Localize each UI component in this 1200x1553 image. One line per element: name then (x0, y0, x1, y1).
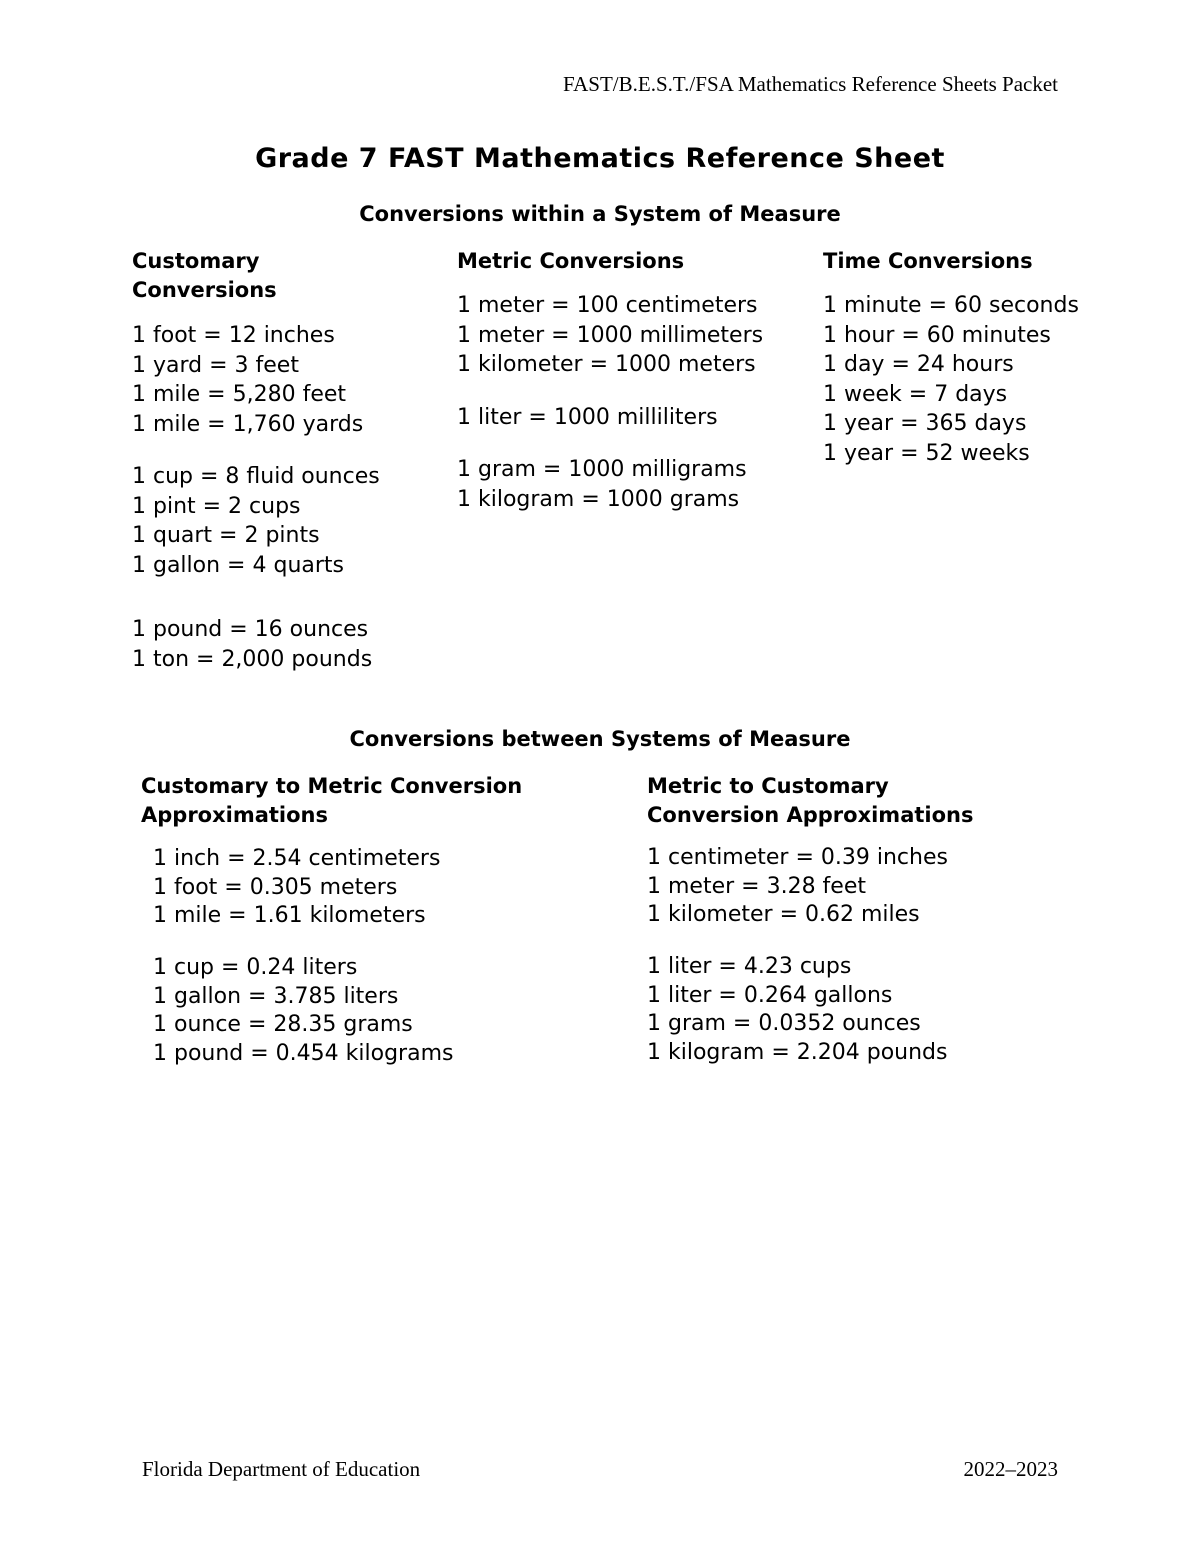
conversion-line: 1 mile = 1,760 yards (132, 411, 364, 437)
customary-heading-line2: Conversions (132, 278, 277, 302)
customary-weight-group (132, 615, 372, 674)
conversion-line: 1 pound = 16 ounces (132, 617, 369, 642)
time-conversions-column (823, 247, 1033, 276)
conversion-line: 1 liter = 4.23 cups (647, 954, 852, 979)
time-heading: Time Conversions (823, 249, 1033, 273)
customary-length-group (132, 321, 363, 439)
footer-organization: Florida Department of Education (142, 1457, 421, 1481)
m2c-heading-line2: Conversion Approximations (647, 803, 974, 827)
conversion-line: 1 kilometer = 1000 meters (457, 352, 756, 377)
conversion-line: 1 week = 7 days (823, 381, 1008, 407)
metric-volume-group (457, 403, 718, 433)
conversion-line: 1 ton = 2,000 pounds (132, 646, 373, 672)
conversion-line: 1 cup = 8 fluid ounces (132, 464, 380, 489)
customary-to-metric-column (141, 772, 522, 830)
conversion-line: 1 meter = 3.28 feet (647, 873, 867, 899)
conversion-line: 1 meter = 1000 millimeters (457, 322, 764, 348)
conversion-line: 1 gram = 1000 milligrams (457, 457, 747, 482)
conversion-line: 1 gram = 0.0352 ounces (647, 1011, 921, 1036)
conversion-line: 1 ounce = 28.35 grams (153, 1012, 413, 1037)
metric-to-customary-column (647, 772, 973, 830)
c2m-heading-line1: Customary to Metric Conversion (141, 774, 523, 798)
conversion-line: 1 yard = 3 feet (132, 352, 299, 378)
customary-conversions-column (132, 247, 277, 305)
conversion-line: 1 year = 365 days (823, 411, 1027, 436)
conversion-line: 1 cup = 0.24 liters (153, 955, 358, 980)
conversion-line: 1 kilogram = 1000 grams (457, 486, 740, 512)
packet-header: FAST/B.E.S.T./FSA Mathematics Reference Sheets Packet (563, 72, 1058, 96)
conversion-line: 1 foot = 12 inches (132, 323, 335, 348)
customary-volume-group (132, 462, 380, 580)
conversion-line: 1 hour = 60 minutes (823, 322, 1051, 348)
conversion-line: 1 kilogram = 2.204 pounds (647, 1039, 948, 1065)
conversion-line: 1 pound = 0.454 kilograms (153, 1040, 454, 1066)
conversion-line: 1 liter = 0.264 gallons (647, 982, 893, 1008)
conversion-line: 1 minute = 60 seconds (823, 293, 1079, 318)
conversion-line: 1 mile = 1.61 kilometers (153, 903, 426, 928)
metric-heading: Metric Conversions (457, 249, 685, 273)
metric-length-group (457, 291, 763, 380)
conversion-line: 1 quart = 2 pints (132, 523, 320, 548)
customary-heading-line1: Customary (132, 249, 260, 273)
conversion-line: 1 centimeter = 0.39 inches (647, 845, 948, 870)
page-title: Grade 7 FAST Mathematics Reference Sheet (255, 143, 945, 174)
conversion-line: 1 gallon = 4 quarts (132, 552, 344, 578)
conversion-line: 1 inch = 2.54 centimeters (153, 846, 441, 871)
conversion-line: 1 foot = 0.305 meters (153, 874, 398, 900)
time-group (823, 291, 1079, 468)
m2c-length-group (647, 844, 948, 930)
within-system-heading: Conversions within a System of Measure (359, 202, 841, 226)
c2m-volume-weight-group (153, 954, 453, 1068)
metric-mass-group (457, 455, 747, 514)
footer-year: 2022–2023 (963, 1457, 1058, 1481)
conversion-line: 1 year = 52 weeks (823, 440, 1030, 466)
metric-conversions-column (457, 247, 684, 276)
conversion-line: 1 gallon = 3.785 liters (153, 983, 399, 1009)
conversion-line: 1 liter = 1000 milliliters (457, 405, 718, 430)
conversion-line: 1 day = 24 hours (823, 352, 1014, 377)
m2c-volume-weight-group (647, 953, 947, 1067)
conversion-line: 1 kilometer = 0.62 miles (647, 902, 920, 927)
between-systems-heading: Conversions between Systems of Measure (349, 727, 851, 751)
conversion-line: 1 pint = 2 cups (132, 493, 301, 519)
m2c-heading-line1: Metric to Customary (647, 774, 889, 798)
conversion-line: 1 meter = 100 centimeters (457, 293, 758, 318)
c2m-heading-line2: Approximations (141, 803, 329, 827)
c2m-length-group (153, 845, 440, 931)
conversion-line: 1 mile = 5,280 feet (132, 382, 347, 407)
